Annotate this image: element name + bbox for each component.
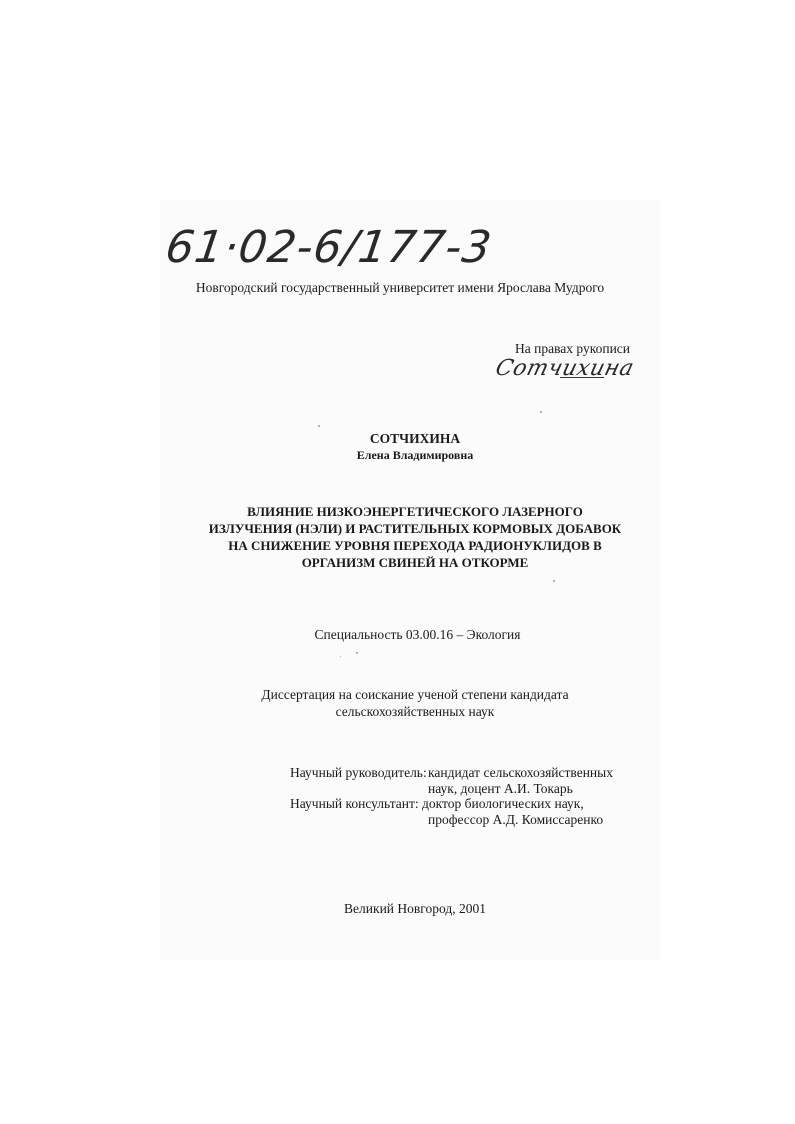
dissertation-title xyxy=(0,503,795,571)
university-name: Новгородский государственный университет имени Ярослава Мудрого xyxy=(195,280,605,295)
supervisor-label: Научный руководитель: xyxy=(290,765,427,780)
title-line: ОРГАНИЗМ СВИНЕЙ НА ОТКОРМЕ xyxy=(301,555,529,570)
author-signature: Сотчихина xyxy=(492,356,637,381)
paper-background xyxy=(160,200,660,960)
scan-speck xyxy=(340,656,341,657)
degree-line: Диссертация на соискание ученой степени кандидата xyxy=(261,687,569,702)
title-line: НА СНИЖЕНИЕ УРОВНЯ ПЕРЕХОДА РАДИОНУКЛИДОВ В xyxy=(228,538,602,553)
city-year: Великий Новгород, 2001 xyxy=(344,901,486,916)
rights-note: На правах рукописи xyxy=(515,341,631,356)
supervisor-name: наук, доцент А.И. Токарь xyxy=(428,781,573,796)
supervisor-degree: кандидат сельскохозяйственных xyxy=(428,765,613,780)
author-name: Елена Владимировна xyxy=(356,448,474,462)
consultant-label: Научный консультант: xyxy=(290,796,419,811)
specialty: Специальность 03.00.16 – Экология xyxy=(314,627,521,642)
signature-flourish xyxy=(560,377,604,378)
scan-speck xyxy=(540,411,542,413)
scan-speck xyxy=(553,580,555,582)
archive-code-handwritten: 61·02-6/177-3 xyxy=(162,222,496,273)
consultant-degree: доктор биологических наук, xyxy=(422,796,584,811)
scan-speck xyxy=(356,652,358,654)
consultant-name: профессор А.Д. Комиссаренко xyxy=(428,812,604,827)
degree-line: сельскохозяйственных наук xyxy=(335,704,495,719)
author-surname: СОТЧИХИНА xyxy=(369,431,461,446)
scan-speck xyxy=(318,425,320,427)
title-line: ИЗЛУЧЕНИЯ (НЭЛИ) И РАСТИТЕЛЬНЫХ КОРМОВЫХ ДОБАВОК xyxy=(208,521,622,536)
title-line: ВЛИЯНИЕ НИЗКОЭНЕРГЕТИЧЕСКОГО ЛАЗЕРНОГО xyxy=(247,504,583,519)
degree-statement xyxy=(0,686,795,720)
